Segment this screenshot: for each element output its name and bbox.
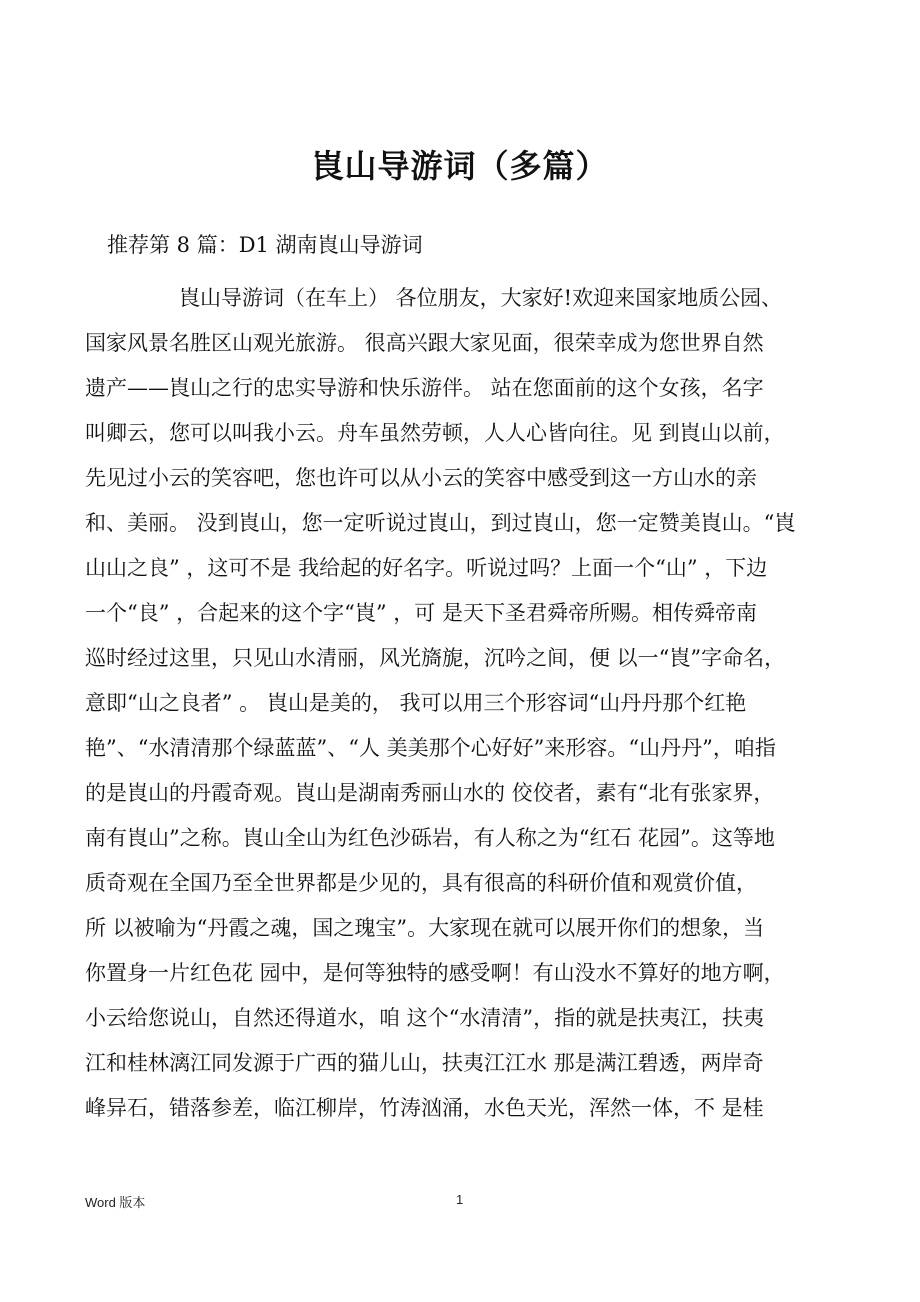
body-line: 崀山导游词（在车上） 各位朋友，大家好!欢迎来国家地质公园、 (179, 286, 783, 310)
body-line: 你置身一片红色花 园中，是何等独特的感受啊！有山没水不算好的地方啊， (85, 961, 785, 985)
body-line: 一个“良” ，合起来的这个字“崀” ，可 是天下圣君舜帝所赐。相传舜帝南 (85, 601, 757, 625)
body-line: 意即“山之良者” 。 崀山是美的， 我可以用三个形容词“山丹丹那个红艳 (85, 691, 747, 715)
body-line: 叫卿云，您可以叫我小云。舟车虽然劳顿，人人心皆向往。见 到崀山以前， (85, 421, 785, 445)
body-line: 国家风景名胜区山观光旅游。 很高兴跟大家见面，很荣幸成为您世界自然 (85, 331, 764, 355)
body-line: 山山之良” ，这可不是 我给起的好名字。听说过吗？上面一个“山” ，下边 (85, 556, 768, 580)
body-line: 峰异石，错落参差，临江柳岸，竹涛汹涌，水色天光，浑然一体，不 是桂 (85, 1096, 764, 1120)
document-title: 崀山导游词（多篇） (311, 147, 609, 185)
body-line: 艳”、“水清清那个绿蓝蓝”、“人 美美那个心好好”来形容。“山丹丹”，咱指 (85, 736, 776, 760)
footer-label: Word 版本 (85, 1195, 146, 1210)
body-line: 江和桂林漓江同发源于广西的猫儿山，扶夷江江水 那是满江碧透，两岸奇 (85, 1051, 764, 1075)
document-subtitle: 推荐第 8 篇：D1 湖南崀山导游词 (107, 233, 423, 257)
body-text (85, 276, 845, 1131)
body-line: 巡时经过这里，只见山水清丽，风光旖旎，沉吟之间，便 以一“崀”字命名， (85, 646, 786, 670)
body-line: 先见过小云的笑容吧，您也许可以从小云的笑容中感受到这一方山水的亲 (85, 466, 757, 490)
body-line: 小云给您说山，自然还得道水，咱 这个“水清清”，指的就是扶夷江，扶夷 (85, 1006, 765, 1030)
body-line: 所 以被喻为“丹霞之魂，国之瑰宝”。大家现在就可以展开你们的想象，当 (85, 916, 765, 940)
body-line: 遗产——崀山之行的忠实导游和快乐游伴。 站在您面前的这个女孩，名字 (85, 376, 764, 400)
body-line: 和、美丽。 没到崀山，您一定听说过崀山，到过崀山，您一定赞美崀山。“崀 (85, 511, 796, 535)
page-number: 1 (456, 1192, 464, 1207)
body-line: 南有崀山”之称。崀山全山为红色沙砾岩，有人称之为“红石 花园”。这等地 (85, 826, 775, 850)
body-line: 的是崀山的丹霞奇观。崀山是湖南秀丽山水的 佼佼者，素有“北有张家界， (85, 781, 775, 805)
body-line: 质奇观在全国乃至全世界都是少见的，具有很高的科研价值和观赏价值， (85, 871, 757, 895)
